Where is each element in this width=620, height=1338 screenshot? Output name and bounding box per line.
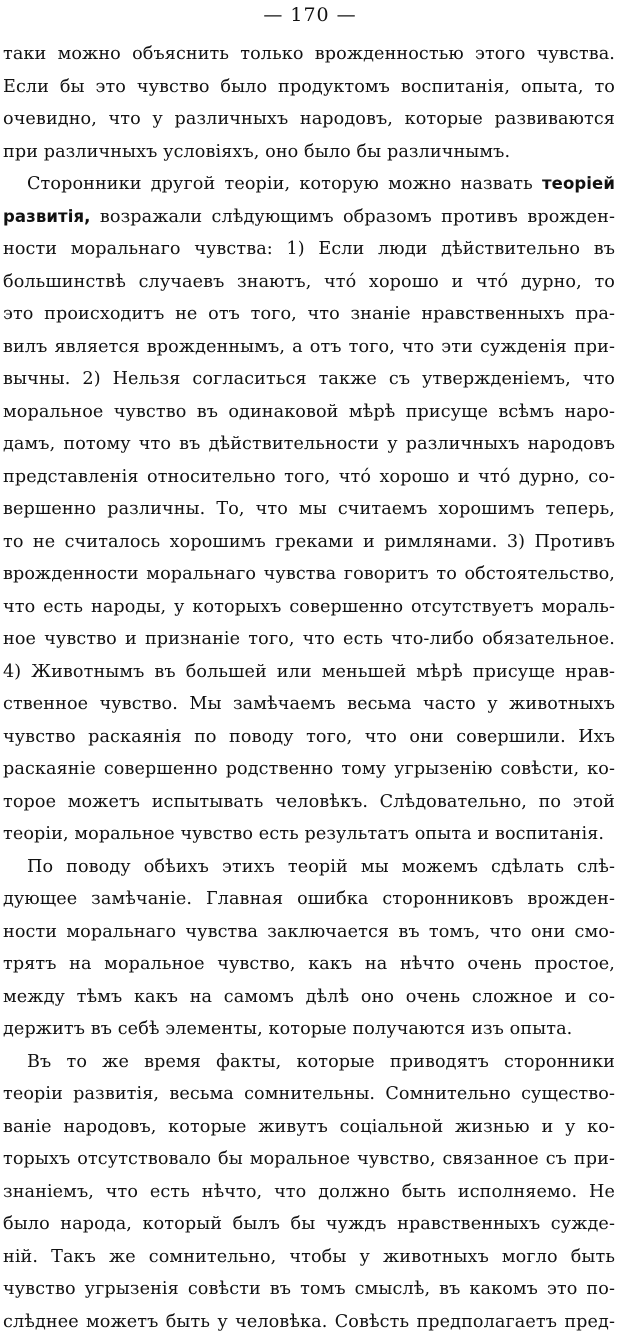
text-line: ваніе народовъ, которые живутъ соціальной жизнью и у ко-: [3, 1111, 615, 1144]
text-line: дамъ, потому что въ дѣйствительности у различныхъ народовъ: [3, 428, 615, 461]
text-line: вычны. 2) Нельзя согласиться также съ утвержденіемъ, что: [3, 363, 615, 396]
text-line: ности моральнаго чувства заключается въ томъ, что они смо-: [3, 916, 615, 949]
text-line: ности моральнаго чувства: 1) Если люди дѣйствительно въ: [3, 233, 615, 266]
text-line: очевидно, что у различныхъ народовъ, которые развиваются: [3, 103, 615, 136]
text-line: [3, 168, 615, 201]
text-segment: Сторонники другой теоріи, которую можно назвать: [27, 174, 542, 194]
text-line: [3, 201, 615, 234]
bold-term: развитія,: [3, 207, 91, 226]
bold-term: теоріей: [542, 174, 615, 193]
text-line: торое можетъ испытывать человѣкъ. Слѣдовательно, по этой: [3, 786, 615, 819]
text-line: слѣднее можетъ быть у человѣка. Совѣсть предполагаетъ пред-: [3, 1306, 615, 1338]
text-line: моральное чувство въ одинаковой мѣрѣ присуще всѣмъ наро-: [3, 396, 615, 429]
text-line: дующее замѣчаніе. Главная ошибка сторонниковъ врожден-: [3, 883, 615, 916]
text-line: По поводу обѣихъ этихъ теорій мы можемъ сдѣлать слѣ-: [3, 851, 615, 884]
text-line: таки можно объяснить только врожденностью этого чувства.: [3, 38, 615, 71]
text-line: врожденности моральнаго чувства говоритъ то обстоятельство,: [3, 558, 615, 591]
text-line: торыхъ отсутствовало бы моральное чувство, связанное съ при-: [3, 1143, 615, 1176]
text-line: трятъ на моральное чувство, какъ на нѣчто очень простое,: [3, 948, 615, 981]
text-line: большинствѣ случаевъ знаютъ, чтó хорошо и чтó дурно, то: [3, 266, 615, 299]
text-line: между тѣмъ какъ на самомъ дѣлѣ оно очень сложное и со-: [3, 981, 615, 1014]
text-line: чувство угрызенія совѣсти въ томъ смыслѣ, въ какомъ это по-: [3, 1273, 615, 1306]
text-line: знаніемъ, что есть нѣчто, что должно быть исполняемо. Не: [3, 1176, 615, 1209]
text-line: теоріи развитія, весьма сомнительны. Сомнительно существо-: [3, 1078, 615, 1111]
text-line: теоріи, моральное чувство есть результатъ опыта и воспитанія.: [3, 818, 615, 851]
text-line: при различныхъ условіяхъ, оно было бы различнымъ.: [3, 136, 615, 169]
text-line: было народа, который былъ бы чуждъ нравственныхъ сужде-: [3, 1208, 615, 1241]
text-line: вершенно различны. То, что мы считаемъ хорошимъ теперь,: [3, 493, 615, 526]
text-line: ное чувство и признаніе того, что есть что-либо обязательное.: [3, 623, 615, 656]
text-line: держитъ въ себѣ элементы, которые получаются изъ опыта.: [3, 1013, 615, 1046]
text-line: чувство раскаянія по поводу того, что они совершили. Ихъ: [3, 721, 615, 754]
text-line: то не считалось хорошимъ греками и римлянами. 3) Противъ: [3, 526, 615, 559]
text-line: вилъ является врожденнымъ, а отъ того, что эти сужденія при-: [3, 331, 615, 364]
text-line: представленія относительно того, чтó хорошо и чтó дурно, со-: [3, 461, 615, 494]
text-line: ственное чувство. Мы замѣчаемъ весьма часто у животныхъ: [3, 688, 615, 721]
text-segment: возражали слѣдующимъ образомъ противъ врожден-: [91, 207, 615, 227]
text-line: это происходитъ не отъ того, что знаніе нравственныхъ пра-: [3, 298, 615, 331]
body-text: [3, 38, 615, 1338]
text-line: 4) Животнымъ въ большей или меньшей мѣрѣ присуще нрав-: [3, 656, 615, 689]
text-line: раскаяніе совершенно родственно тому угрызенію совѣсти, ко-: [3, 753, 615, 786]
page-number: — 170 —: [0, 2, 620, 28]
text-line: Въ то же время факты, которые приводятъ сторонники: [3, 1046, 615, 1079]
text-line: Если бы это чувство было продуктомъ воспитанія, опыта, то: [3, 71, 615, 104]
text-line: что есть народы, у которыхъ совершенно отсутствуетъ мораль-: [3, 591, 615, 624]
text-line: ній. Такъ же сомнительно, чтобы у животныхъ могло быть: [3, 1241, 615, 1274]
